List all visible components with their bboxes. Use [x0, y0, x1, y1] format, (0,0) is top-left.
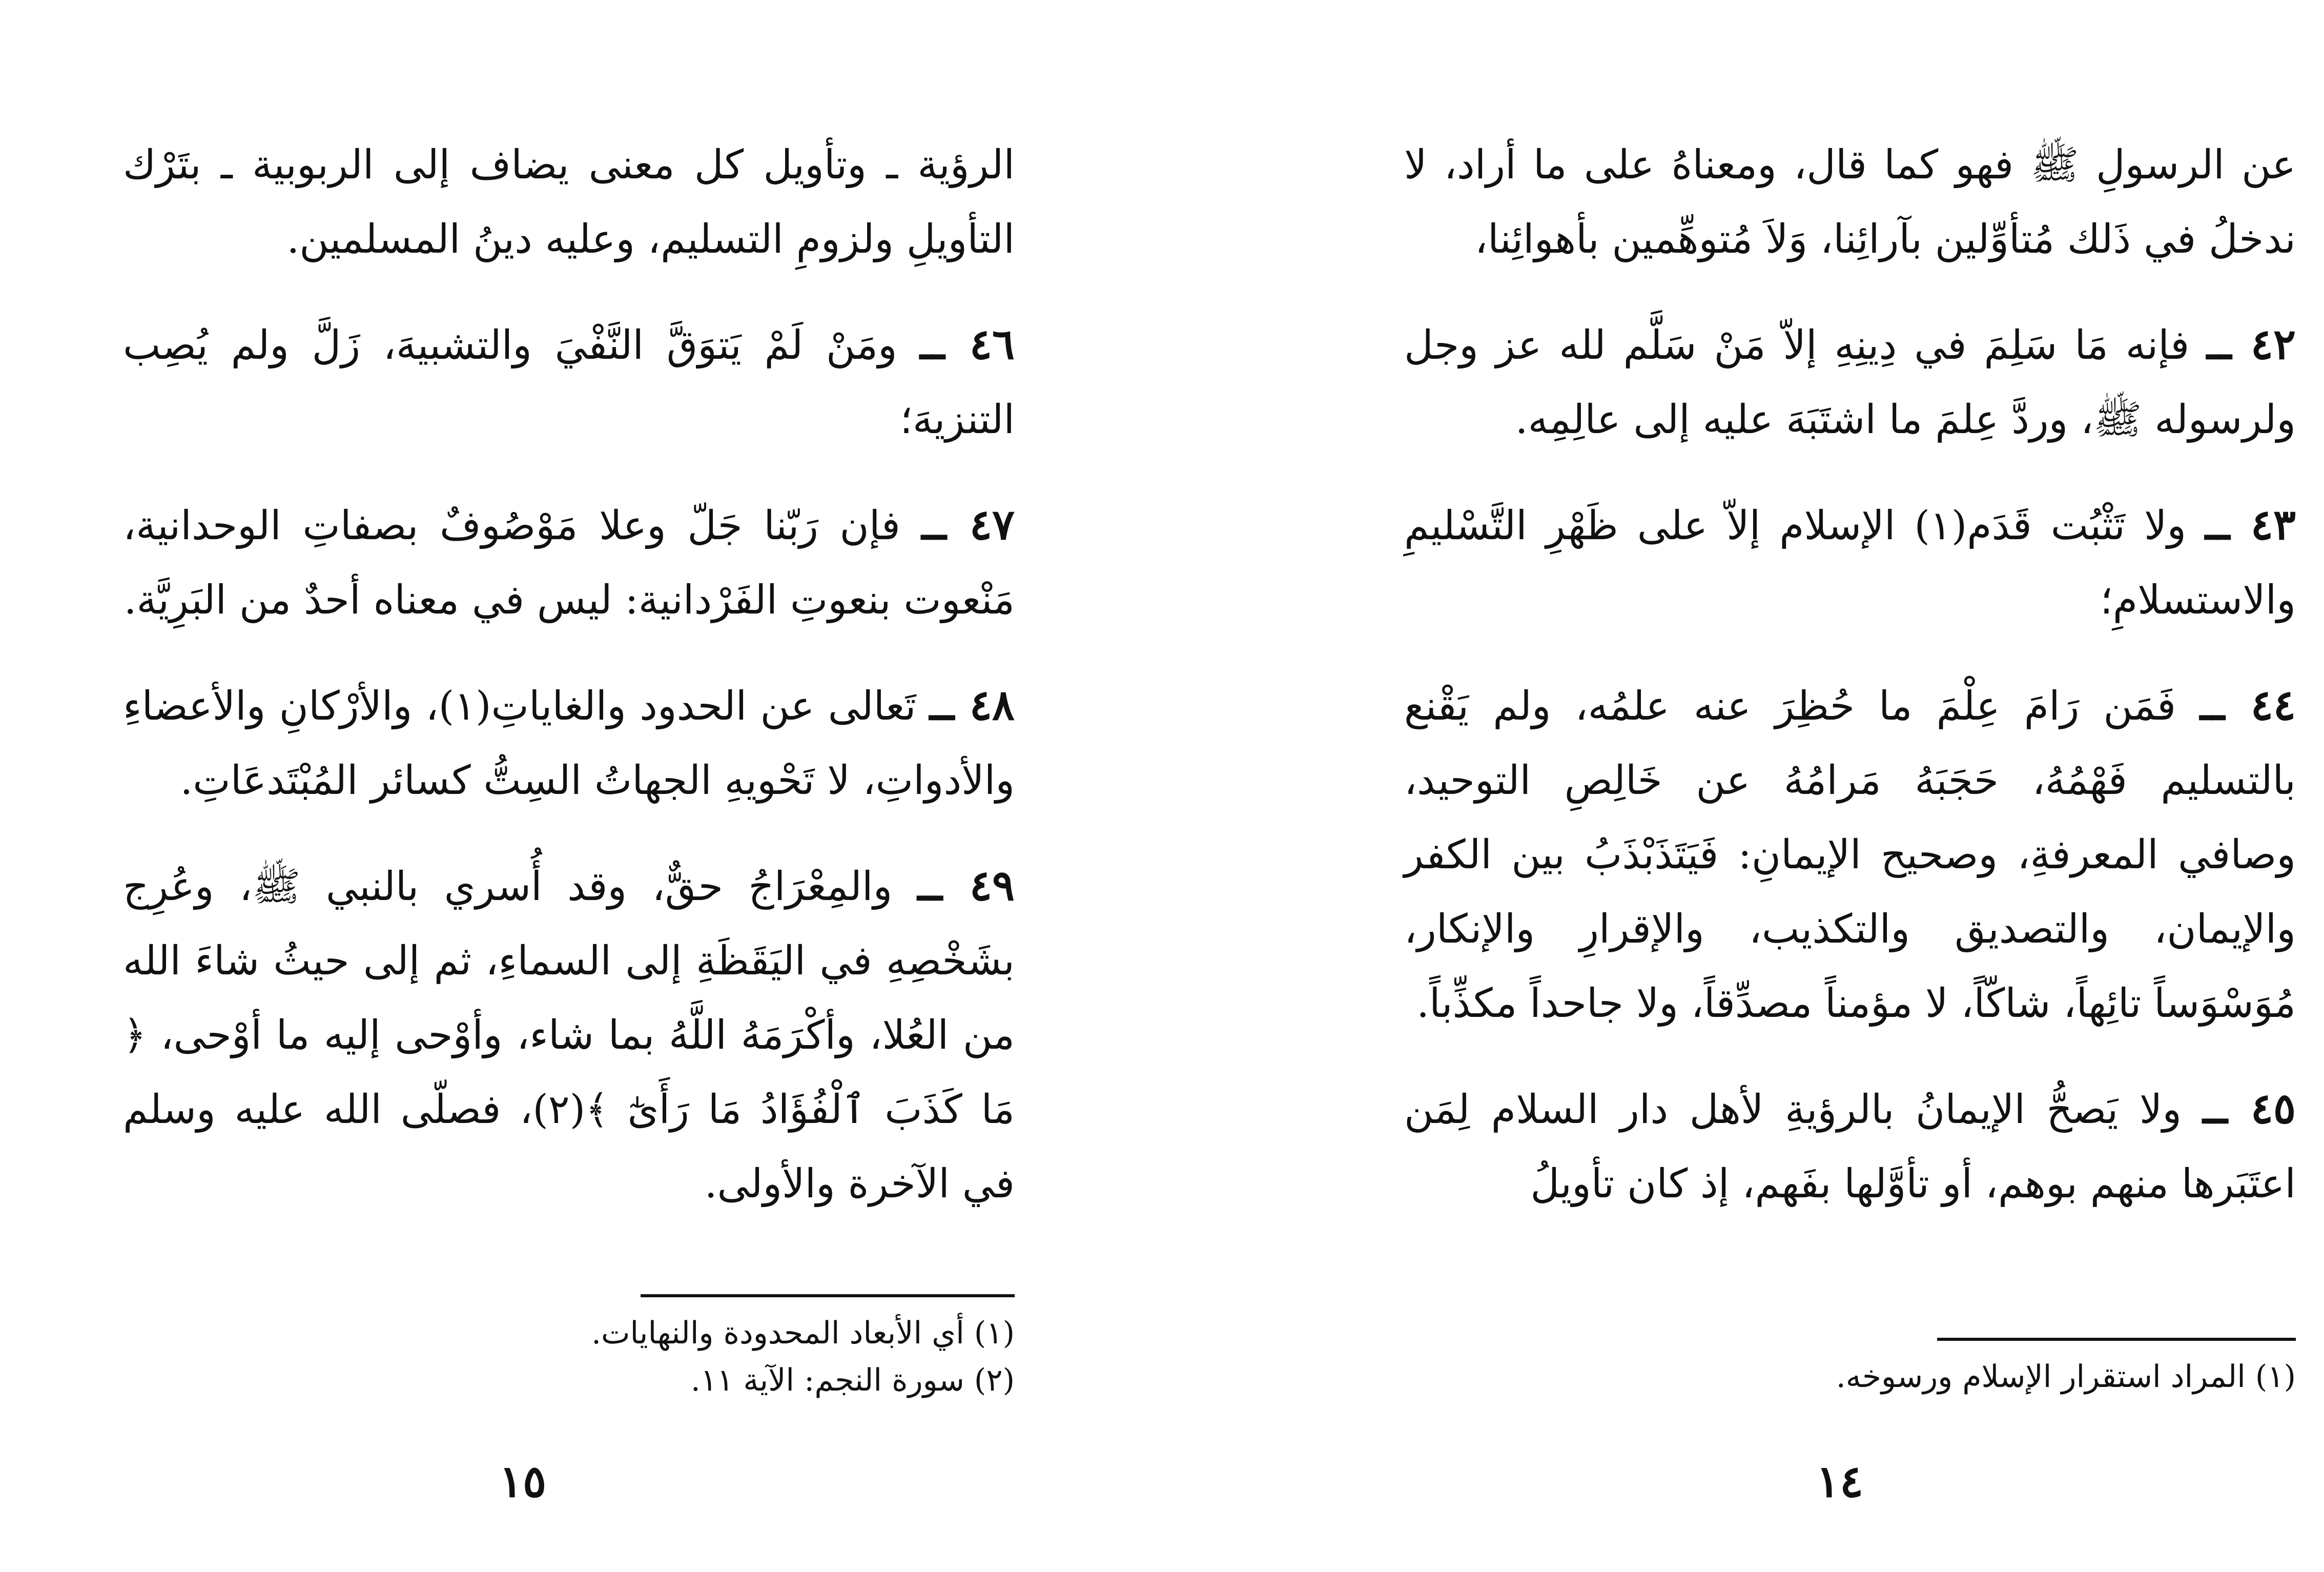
- paragraph-number: ٤٥ ــ: [2203, 1084, 2296, 1133]
- paragraph: [1404, 488, 2296, 638]
- paragraph: [1404, 1072, 2296, 1221]
- footnote: (١) أي الأبعاد المحدودة والنهايات.: [591, 1315, 1015, 1351]
- paragraph: [123, 488, 1015, 638]
- paragraph-text: ولا يَصحُّ الإيمانُ بالرؤيةِ لأهل دار السلام لِمَن اعتَبَرها منهم بوهم، أو تأوَّلها بفَهم، إذ كان تأويلُ: [1404, 1087, 2296, 1207]
- paragraph-number: ٤٨ ــ: [929, 681, 1015, 730]
- footnote: (١) المراد استقرار الإسلام ورسوخه.: [1836, 1359, 2296, 1395]
- footnotes: [1404, 1353, 2296, 1400]
- paragraph-text: فَمَن رَامَ عِلْمَ ما حُظِرَ عنه علمُه، ولم يَقْنع بالتسليم فَهْمُهُ، حَجَبَهُ مَرامُهُ عن خَالِصِ التوحيد، وصافي المعرفةِ، وصحيح الإيمانِ: فَيَتَذَبْذَبُ بين الكفر والإيمان، والتصديق والتكذيب، والإقرارِ والإنكار، مُوَسْوَساً تائِهاً، شاكّاً، لا مؤمناً مصدِّقاً، ولا جاحداً مكذِّباً.: [1404, 683, 2296, 1027]
- paragraph: [123, 849, 1015, 1221]
- paragraph: [123, 308, 1015, 457]
- paragraph: [1404, 668, 2296, 1041]
- left-page-body: [123, 128, 1015, 1252]
- paragraph-number: ٤٤ ــ: [2200, 681, 2296, 730]
- paragraph-text: ولا تَثْبُت قَدَم(١) الإسلام إلاّ على ظَهْرِ التَّسْليمِ والاستسلامِ؛: [1404, 503, 2296, 623]
- page-number: ١٥: [499, 1456, 547, 1507]
- footnote-divider: [1937, 1338, 2296, 1341]
- paragraph-number: ٤٦ ــ: [920, 320, 1015, 369]
- right-page-body: [1404, 128, 2296, 1252]
- left-page: [123, 0, 1015, 1572]
- right-page: [1404, 0, 2296, 1572]
- paragraph-text: الرؤية ـ وتأويل كل معنى يضاف إلى الربوبية ـ بتَرْك التأويلِ ولزومِ التسليم، وعليه دينُ المسلمين.: [123, 142, 1015, 262]
- page-number: ١٤: [1816, 1456, 1864, 1507]
- paragraph-text: ومَنْ لَمْ يَتوَقَّ النَّفْيَ والتشبيهَ، زَلَّ ولم يُصِب التنزيهَ؛: [123, 322, 1015, 443]
- paragraph-text: فإن رَبّنا جَلّ وعلا مَوْصُوفٌ بصفاتِ الوحدانية، مَنْعوت بنعوتِ الفَرْدانية: ليس في معناه أحدٌ من البَرِيَّة.: [123, 503, 1015, 623]
- paragraph-text: عن الرسولِ ﷺ فهو كما قال، ومعناهُ على ما أراد، لا ندخلُ في ذَلك مُتأوِّلين بآرائِنا، وَلاَ مُتوهِّمين بأهوائِنا،: [1404, 142, 2296, 262]
- footnotes: [123, 1310, 1015, 1404]
- paragraph-number: ٤٢ ــ: [2207, 320, 2296, 369]
- footnote: (٢) سورة النجم: الآية ١١.: [690, 1362, 1015, 1398]
- paragraph-number: ٤٧ ــ: [921, 500, 1015, 549]
- paragraph-number: ٤٣ ــ: [2205, 500, 2296, 549]
- paragraph-text: والمِعْرَاجُ حقٌّ، وقد أُسري بالنبي ﷺ، وعُرِج بشَخْصِهِ في اليَقَظَةِ إلى السماءِ، ثم إلى حيثُ شاءَ الله من العُلا، وأكْرَمَهُ اللَّهُ بما شاء، وأوْحى إليه ما أوْحى، ﴿ مَا كَذَبَ ٱلْفُؤَادُ مَا رَأَىٰٓ ﴾(٢)، فصلّى الله عليه وسلم في الآخرة والأولى.: [123, 864, 1015, 1207]
- paragraph: [123, 668, 1015, 818]
- paragraph: [1404, 308, 2296, 457]
- paragraph-text: تَعالى عن الحدود والغاياتِ(١)، والأرْكانِ والأعضاءِ والأدواتِ، لا تَحْويهِ الجهاتُ السِتُّ كسائر المُبْتَدعَاتِ.: [123, 683, 1015, 804]
- paragraph-number: ٤٩ ــ: [917, 861, 1015, 910]
- footnote-divider: [641, 1294, 1015, 1297]
- paragraph-text: فإنه مَا سَلِمَ في دِينِهِ إلاّ مَنْ سَلَّم لله عز وجل ولرسوله ﷺ، وردَّ عِلمَ ما اشتَبَهَ عليه إلى عالِمِه.: [1404, 322, 2296, 443]
- paragraph: [123, 128, 1015, 277]
- paragraph: [1404, 128, 2296, 277]
